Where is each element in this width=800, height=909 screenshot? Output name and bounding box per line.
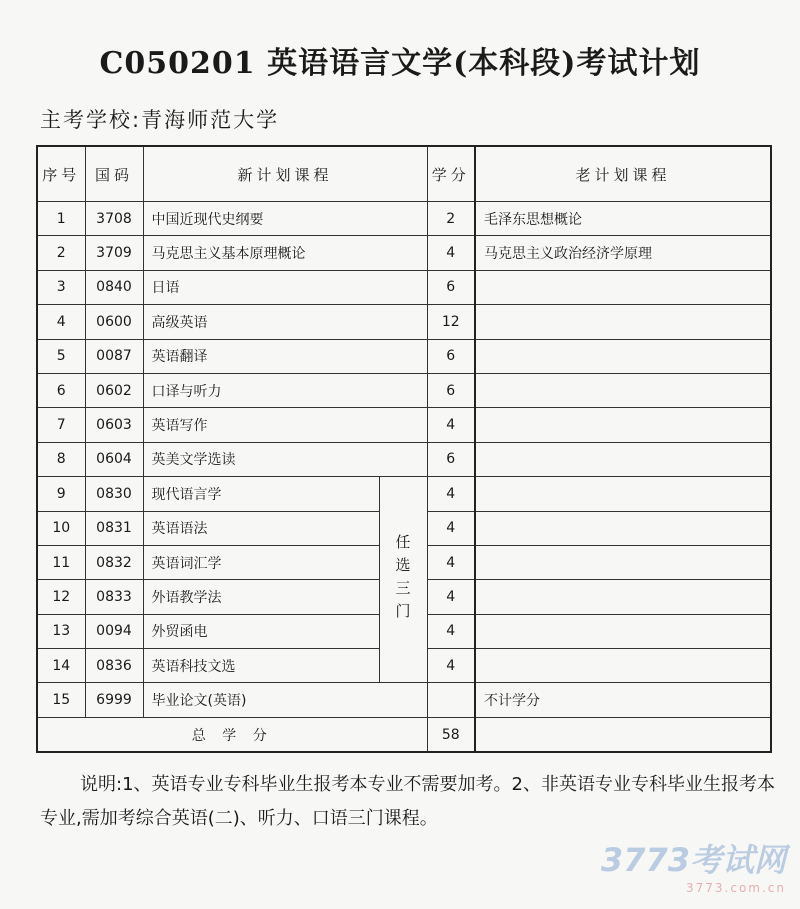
row-credits: 12 <box>427 305 475 339</box>
row-seq: 6 <box>37 373 85 407</box>
row-seq: 2 <box>37 236 85 270</box>
row-seq: 15 <box>37 683 85 717</box>
row-seq: 13 <box>37 614 85 648</box>
header-old-course: 老计划课程 <box>475 146 771 202</box>
row-credits: 4 <box>427 545 475 579</box>
elective-group-label: 任选三门 <box>379 477 427 683</box>
table-row <box>37 408 771 442</box>
row-old-course <box>475 442 771 476</box>
row-code: 0087 <box>85 339 143 373</box>
row-old-course <box>475 477 771 511</box>
explanatory-note: 说明:1、英语专业专科毕业生报考本专业不需要加考。2、非英语专业专科毕业生报考本专业,需加考综合英语(二)、听力、口语三门课程。 <box>40 774 775 829</box>
row-course: 英语写作 <box>143 408 427 442</box>
total-empty-cell <box>475 717 771 752</box>
row-credits: 6 <box>427 270 475 304</box>
row-seq: 3 <box>37 270 85 304</box>
row-code: 3709 <box>85 236 143 270</box>
row-seq: 9 <box>37 477 85 511</box>
site-watermark <box>601 835 786 895</box>
row-old-course <box>475 305 771 339</box>
row-old-course: 马克思主义政治经济学原理 <box>475 236 771 270</box>
page-title: C050201 英语语言文学(本科段)考试计划 <box>99 46 701 81</box>
table-row <box>37 305 771 339</box>
row-course: 日语 <box>143 270 427 304</box>
row-old-course <box>475 408 771 442</box>
row-credits: 6 <box>427 373 475 407</box>
header-code: 国码 <box>85 146 143 202</box>
row-course: 英美文学选读 <box>143 442 427 476</box>
row-seq: 5 <box>37 339 85 373</box>
row-course: 高级英语 <box>143 305 427 339</box>
table-row <box>37 202 771 236</box>
row-credits: 4 <box>427 511 475 545</box>
row-course: 英语翻译 <box>143 339 427 373</box>
row-credits: 4 <box>427 580 475 614</box>
row-code: 3708 <box>85 202 143 236</box>
row-old-course: 不计学分 <box>475 683 771 717</box>
row-course: 现代语言学 <box>143 477 379 511</box>
row-credits: 4 <box>427 477 475 511</box>
row-credits: 4 <box>427 236 475 270</box>
row-code: 0602 <box>85 373 143 407</box>
row-seq: 10 <box>37 511 85 545</box>
table-row <box>37 373 771 407</box>
row-course: 口译与听力 <box>143 373 427 407</box>
table-row <box>37 236 771 270</box>
row-credits: 6 <box>427 442 475 476</box>
row-old-course: 毛泽东思想概论 <box>475 202 771 236</box>
row-course: 英语科技文选 <box>143 649 379 683</box>
exam-plan-table <box>36 145 772 753</box>
host-school: 主考学校:青海师范大学 <box>40 108 280 132</box>
row-code: 0604 <box>85 442 143 476</box>
row-code: 0831 <box>85 511 143 545</box>
row-code: 6999 <box>85 683 143 717</box>
row-course: 中国近现代史纲要 <box>143 202 427 236</box>
row-course: 英语词汇学 <box>143 545 379 579</box>
row-old-course <box>475 270 771 304</box>
row-code: 0833 <box>85 580 143 614</box>
total-label: 总 学 分 <box>37 717 427 752</box>
row-seq: 7 <box>37 408 85 442</box>
total-credits: 58 <box>427 717 475 752</box>
row-code: 0603 <box>85 408 143 442</box>
header-credits: 学分 <box>427 146 475 202</box>
row-credits: 4 <box>427 649 475 683</box>
row-seq: 12 <box>37 580 85 614</box>
row-course: 英语语法 <box>143 511 379 545</box>
table-row <box>37 683 771 717</box>
table-row <box>37 270 771 304</box>
row-course: 外贸函电 <box>143 614 379 648</box>
row-old-course <box>475 339 771 373</box>
watermark-logo: 3773考试网 <box>600 841 786 879</box>
header-new-course: 新计划课程 <box>143 146 427 202</box>
row-old-course <box>475 511 771 545</box>
row-course: 马克思主义基本原理概论 <box>143 236 427 270</box>
row-code: 0836 <box>85 649 143 683</box>
row-credits: 2 <box>427 202 475 236</box>
row-code: 0840 <box>85 270 143 304</box>
row-old-course <box>475 373 771 407</box>
row-seq: 4 <box>37 305 85 339</box>
row-code: 0600 <box>85 305 143 339</box>
total-row <box>37 717 771 752</box>
row-seq: 8 <box>37 442 85 476</box>
row-old-course <box>475 649 771 683</box>
row-course: 外语教学法 <box>143 580 379 614</box>
table-header-row <box>37 146 771 202</box>
row-old-course <box>475 545 771 579</box>
watermark-url: 3773.com.cn <box>686 881 786 895</box>
row-credits <box>427 683 475 717</box>
row-seq: 14 <box>37 649 85 683</box>
table-row <box>37 442 771 476</box>
row-code: 0094 <box>85 614 143 648</box>
table-row <box>37 477 771 511</box>
row-seq: 11 <box>37 545 85 579</box>
table-row <box>37 339 771 373</box>
row-code: 0830 <box>85 477 143 511</box>
row-course: 毕业论文(英语) <box>143 683 427 717</box>
row-credits: 4 <box>427 408 475 442</box>
row-seq: 1 <box>37 202 85 236</box>
row-code: 0832 <box>85 545 143 579</box>
row-old-course <box>475 614 771 648</box>
row-old-course <box>475 580 771 614</box>
header-seq: 序号 <box>37 146 85 202</box>
row-credits: 6 <box>427 339 475 373</box>
row-credits: 4 <box>427 614 475 648</box>
